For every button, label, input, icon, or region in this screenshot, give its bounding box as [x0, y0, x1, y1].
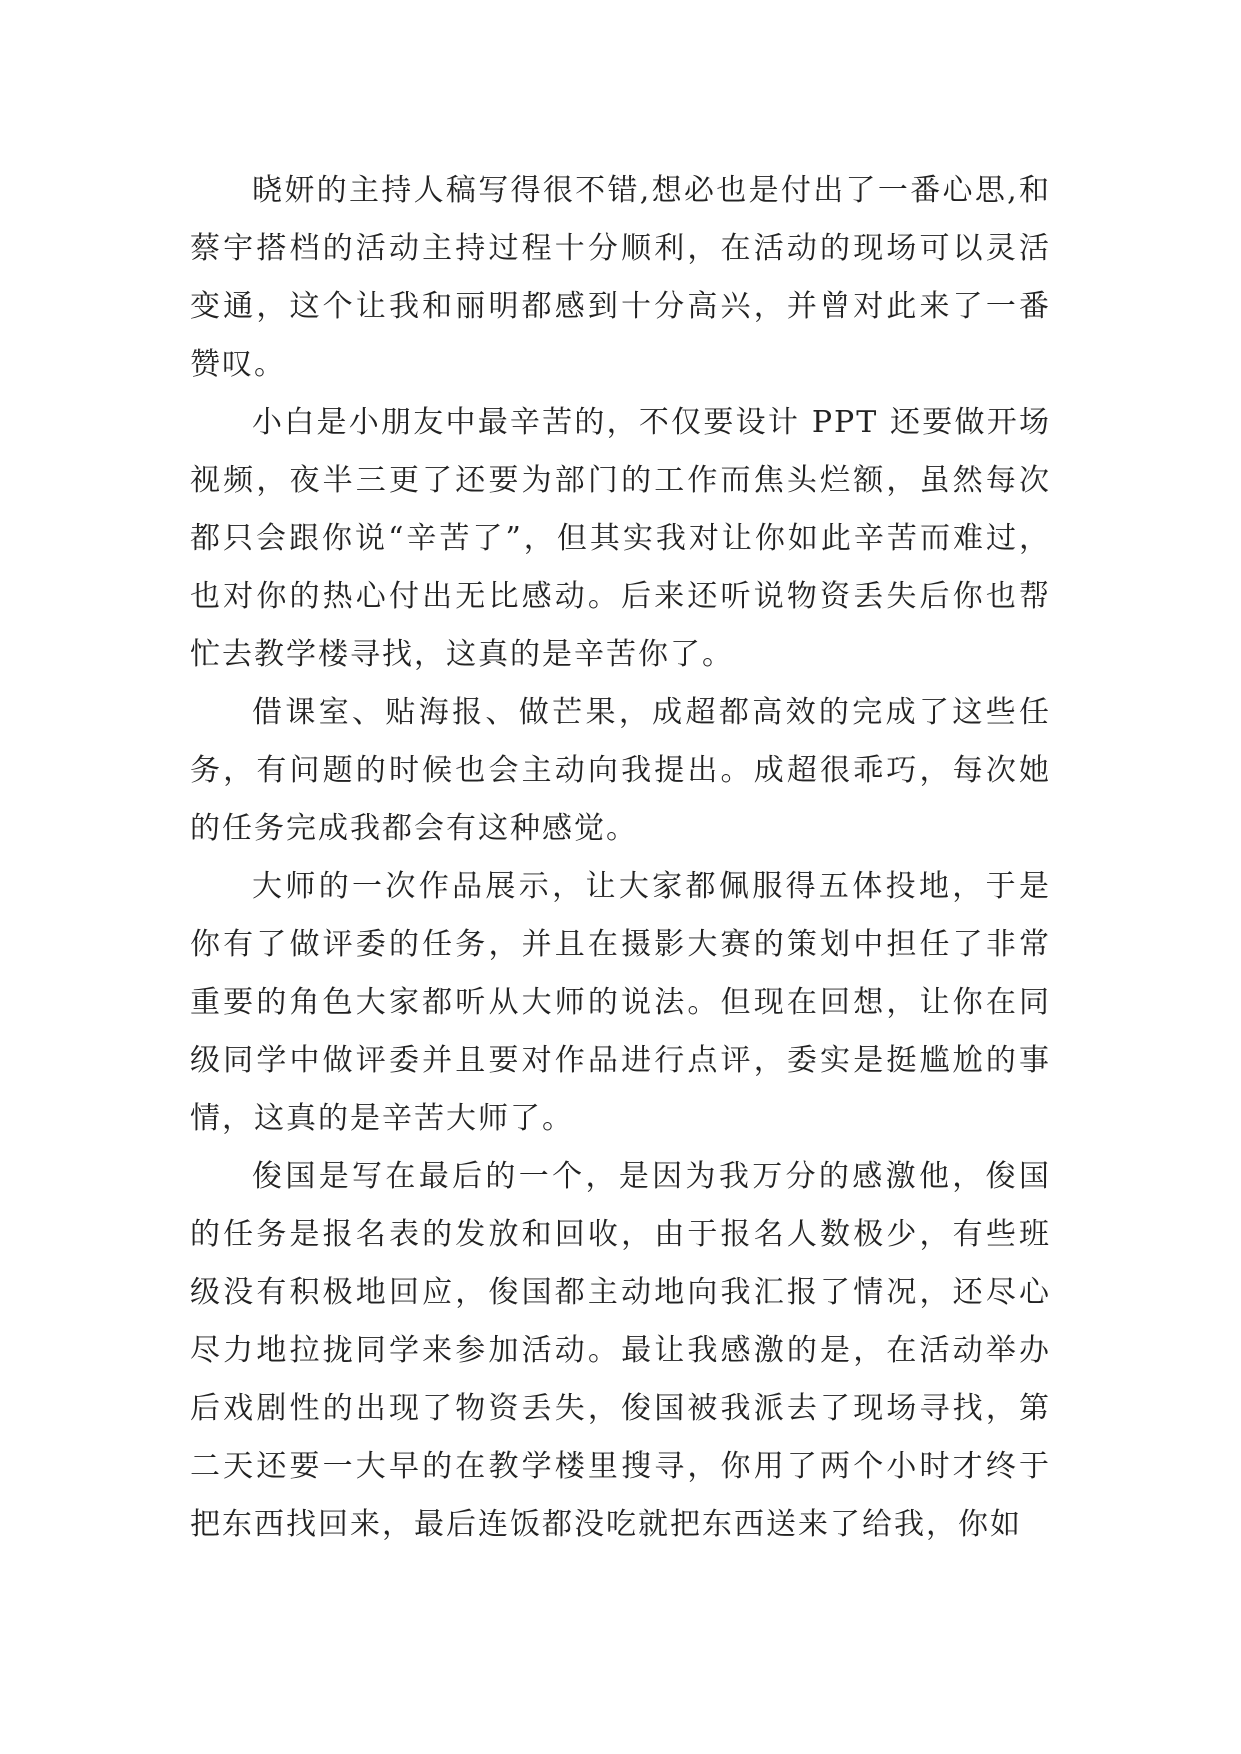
document-body: [190, 162, 1051, 1554]
paragraph-2: 小白是小朋友中最辛苦的，不仅要设计 PPT 还要做开场视频，夜半三更了还要为部门的工作而焦头烂额，虽然每次都只会跟你说“辛苦了”，但其实我对让你如此辛苦而难过，也对你的热心付出无比感动。后来还听说物资丢失后你也帮忙去教学楼寻找，这真的是辛苦你了。: [190, 405, 1051, 672]
paragraph-5: 俊国是写在最后的一个，是因为我万分的感激他，俊国的任务是报名表的发放和回收，由于报名人数极少，有些班级没有积极地回应，俊国都主动地向我汇报了情况，还尽心尽力地拉拢同学来参加活动。最让我感激的是，在活动举办后戏剧性的出现了物资丢失，俊国被我派去了现场寻找，第二天还要一大早的在教学楼里搜寻，你用了两个小时才终于把东西找回来，最后连饭都没吃就把东西送来了给我，你如: [190, 1159, 1051, 1542]
paragraph-1: 晓妍的主持人稿写得很不错,想必也是付出了一番心思,和蔡宇搭档的活动主持过程十分顺利，在活动的现场可以灵活变通，这个让我和丽明都感到十分高兴，并曾对此来了一番赞叹。: [190, 173, 1051, 382]
paragraph-3: 借课室、贴海报、做芒果，成超都高效的完成了这些任务，有问题的时候也会主动向我提出。成超很乖巧，每次她的任务完成我都会有这种感觉。: [190, 695, 1051, 846]
paragraph-4: 大师的一次作品展示，让大家都佩服得五体投地，于是你有了做评委的任务，并且在摄影大赛的策划中担任了非常重要的角色大家都听从大师的说法。但现在回想，让你在同级同学中做评委并且要对作品进行点评，委实是挺尴尬的事情，这真的是辛苦大师了。: [190, 869, 1051, 1136]
